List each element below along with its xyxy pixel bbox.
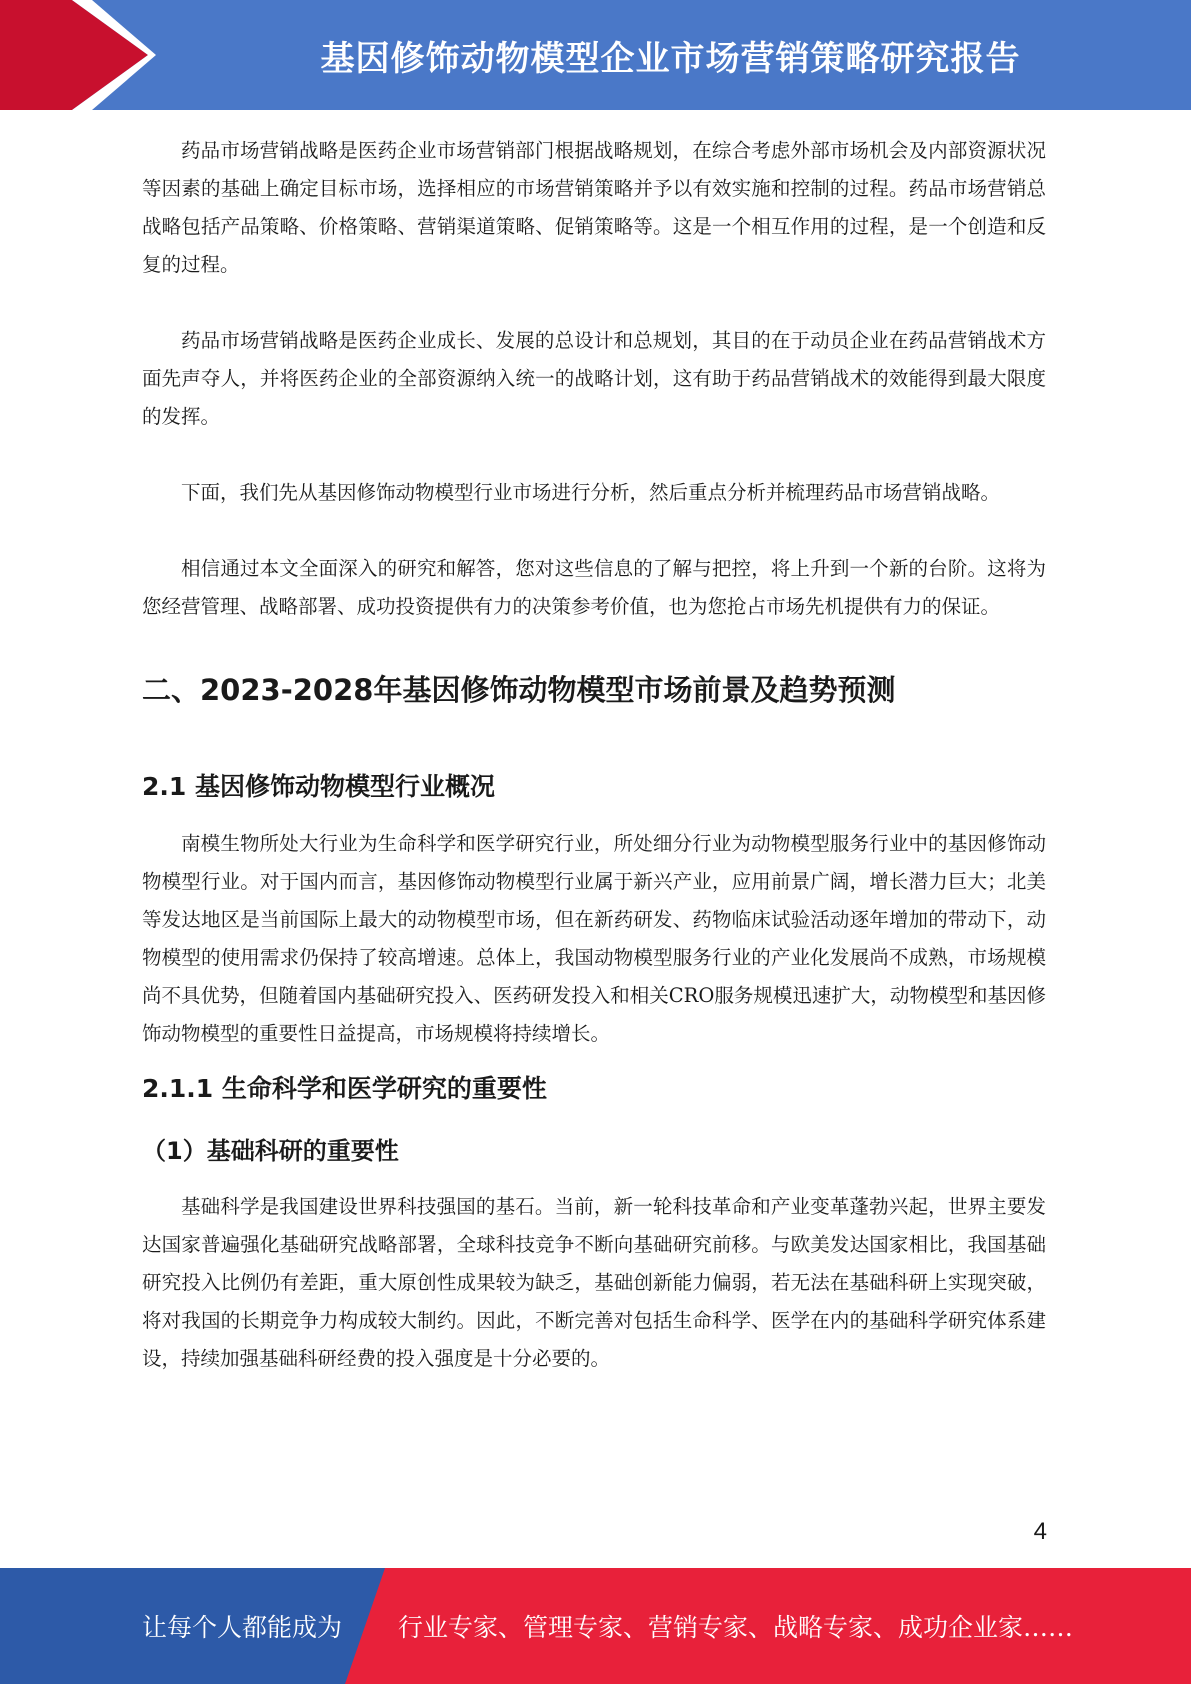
footer-slogan-right: 行业专家、管理专家、营销专家、战略专家、成功企业家……	[398, 1613, 1074, 1642]
section-2-heading: 二、2023-2028年基因修饰动物模型市场前景及趋势预测	[142, 673, 896, 707]
page-header	[0, 0, 1191, 110]
page-footer	[0, 1568, 1191, 1684]
intro-paragraph-3: 下面，我们先从基因修饰动物模型行业市场进行分析，然后重点分析并梳理药品市场营销战略。	[181, 481, 1001, 504]
section-2-1-heading: 2.1 基因修饰动物模型行业概况	[142, 772, 495, 801]
subsection-1-heading: （1）基础科研的重要性	[142, 1137, 399, 1165]
intro-paragraph-1: 药品市场营销战略是医药企业市场营销部门根据战略规划，在综合考虑外部市场机会及内部资源状况等因素的基础上确定目标市场，选择相应的市场营销策略并予以有效实施和控制的过程。药品市场营销总战略包括产品策略、价格策略、营销渠道策略、促销策略等。这是一个相互作用的过程，是一个创造和反复的过程。	[142, 139, 1046, 276]
section-2-1-paragraph: 南模生物所处大行业为生命科学和医学研究行业，所处细分行业为动物模型服务行业中的基因修饰动物模型行业。对于国内而言，基因修饰动物模型行业属于新兴产业，应用前景广阔，增长潜力巨大；北美等发达地区是当前国际上最大的动物模型市场，但在新药研发、药物临床试验活动逐年增加的带动下，动物模型的使用需求仍保持了较高增速。总体上，我国动物模型服务行业的产业化发展尚不成熟，市场规模尚不具优势，但随着国内基础研究投入、医药研发投入和相关CRO服务规模迅速扩大，动物模型和基因修饰动物模型的重要性日益提高，市场规模将持续增长。	[142, 832, 1046, 1045]
intro-paragraph-4: 相信通过本文全面深入的研究和解答，您对这些信息的了解与把控，将上升到一个新的台阶。这将为您经营管理、战略部署、成功投资提供有力的决策参考价值，也为您抢占市场先机提供有力的保证。	[142, 557, 1046, 618]
page-number: 4	[1033, 1518, 1047, 1545]
subsection-1-paragraph: 基础科学是我国建设世界科技强国的基石。当前，新一轮科技革命和产业变革蓬勃兴起，世界主要发达国家普遍强化基础研究战略部署，全球科技竞争不断向基础研究前移。与欧美发达国家相比，我国基础研究投入比例仍有差距，重大原创性成果较为缺乏，基础创新能力偏弱，若无法在基础科研上实现突破，将对我国的长期竞争力构成较大制约。因此，不断完善对包括生命科学、医学在内的基础科学研究体系建设，持续加强基础科研经费的投入强度是十分必要的。	[142, 1195, 1046, 1370]
report-title: 基因修饰动物模型企业市场营销策略研究报告	[320, 38, 1021, 79]
section-2-1-1-heading: 2.1.1 生命科学和医学研究的重要性	[142, 1074, 547, 1103]
footer-slogan-left: 让每个人都能成为	[142, 1613, 343, 1642]
intro-paragraph-2: 药品市场营销战略是医药企业成长、发展的总设计和总规划，其目的在于动员企业在药品营销战术方面先声夺人，并将医药企业的全部资源纳入统一的战略计划，这有助于药品营销战术的效能得到最大限度的发挥。	[142, 329, 1046, 428]
document-body	[142, 132, 1046, 1378]
